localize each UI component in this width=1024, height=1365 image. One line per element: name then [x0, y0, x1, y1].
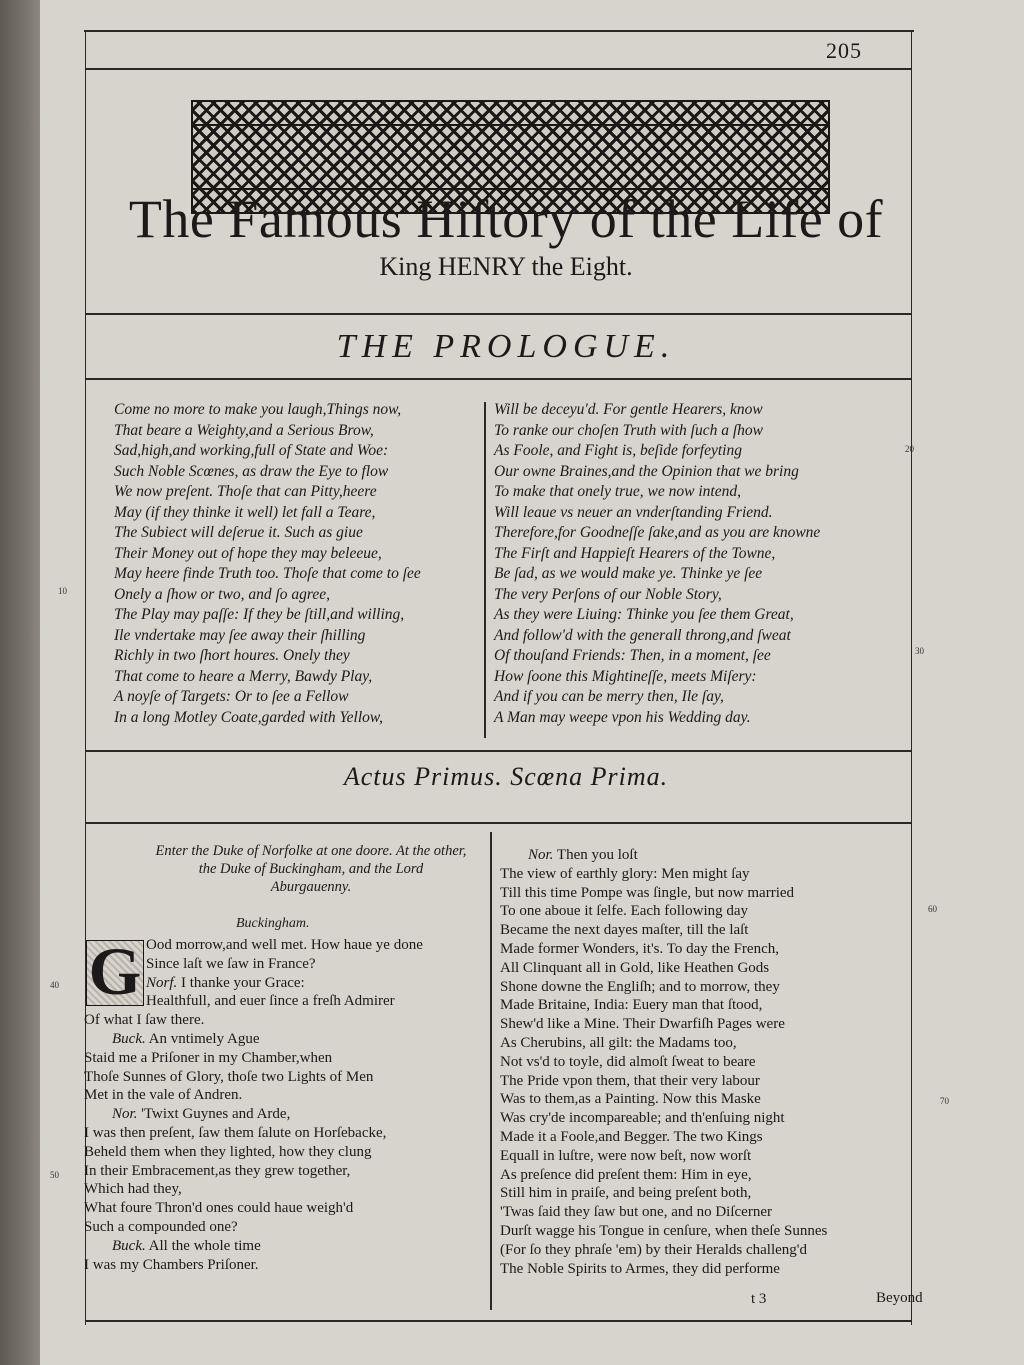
dialogue-text: An vntimely Ague	[148, 1030, 260, 1047]
verse-line: May (if they thinke it well) let fall a Teare,	[114, 503, 376, 521]
verse-line: The Firſt and Happieſt Hearers of the Towne,	[494, 544, 776, 562]
top-rule	[84, 30, 914, 32]
dialogue-line	[84, 1143, 423, 1162]
dialogue-text: Was to them,as a Painting. Now this Maske	[500, 1091, 761, 1108]
margin-line-number: 10	[58, 586, 67, 596]
verse-line: A Man may weepe vpon his Wedding day.	[494, 708, 751, 726]
dialogue-line	[500, 1072, 827, 1091]
prologue-right-column	[494, 400, 820, 728]
dialogue-text: What foure Thron'd ones could haue weigh'd	[84, 1200, 354, 1217]
dialogue-line	[500, 1109, 827, 1128]
dialogue-text: Of what I ſaw there.	[84, 1012, 205, 1029]
verse-line: That come to heare a Merry, Bawdy Play,	[114, 667, 373, 685]
dialogue-text: To one aboue it ſelfe. Each following day	[500, 903, 749, 920]
dialogue-text: All Clinquant all in Gold, like Heathen Gods	[500, 959, 770, 976]
dialogue-line	[500, 1260, 827, 1279]
margin-line-number: 40	[50, 980, 59, 990]
verse-line: Come no more to make you laugh,Things now,	[114, 401, 402, 418]
verse-line: And if you can be merry then, Ile ſay,	[494, 688, 724, 705]
dialogue-line	[84, 1068, 423, 1087]
dialogue-line	[84, 1105, 423, 1124]
verse-line: Will leaue vs neuer an vnderſtanding Friend.	[494, 503, 773, 521]
speaker-prefix: Nor.	[528, 847, 554, 863]
dialogue-line	[500, 865, 827, 884]
dialogue-text: I was then preſent, ſaw them ſalute on Horſebacke,	[84, 1124, 387, 1141]
dialogue-line	[500, 846, 827, 865]
verse-line: The very Perſons of our Noble Story,	[494, 585, 722, 603]
dialogue-line	[500, 1166, 827, 1185]
page-number: 205	[826, 38, 862, 63]
bottom-rule	[86, 1320, 911, 1322]
verse-line: Their Money out of hope they may beleeue,	[114, 544, 382, 562]
dialogue-line	[84, 936, 423, 955]
title-rule	[86, 313, 911, 315]
verse-line: The Subiect will deſerue it. Such as giue	[114, 524, 363, 541]
dialogue-text: Then you loſt	[556, 847, 638, 863]
column-separator	[484, 402, 486, 738]
dialogue-text: I was my Chambers Priſoner.	[84, 1256, 259, 1273]
dialogue-text: 'Twixt Guynes and Arde,	[141, 1106, 291, 1123]
dialogue-line	[500, 1222, 827, 1241]
dialogue-line	[84, 1086, 423, 1105]
dialogue-text: Healthfull, and euer ſince a freſh Admirer	[146, 993, 395, 1010]
dialogue-text: I thanke your Grace:	[181, 974, 305, 991]
stage-direction-line: Aburgauenny.	[270, 879, 352, 895]
prologue-left-column	[114, 400, 421, 728]
catchword: Beyond	[876, 1290, 923, 1306]
dialogue-left-column	[84, 936, 423, 1274]
dialogue-line	[500, 959, 827, 978]
dialogue-line	[500, 1241, 827, 1260]
dialogue-line	[84, 1256, 423, 1275]
dialogue-line	[500, 1128, 827, 1147]
stage-direction-line: the Duke of Buckingham, and the Lord	[198, 861, 424, 877]
dialogue-text: Such a compounded one?	[84, 1218, 238, 1235]
speaker-prefix: Nor.	[112, 1106, 138, 1123]
dialogue-text: Beheld them when they lighted, how they clung	[84, 1143, 372, 1160]
verse-line: We now preſent. Thoſe that can Pitty,heere	[114, 483, 377, 500]
dialogue-text: Ood morrow,and well met. How haue ye done	[146, 937, 423, 953]
dialogue-line	[500, 1203, 827, 1222]
speaker-prefix: Buck.	[112, 1030, 146, 1047]
dialogue-line	[84, 955, 423, 974]
dialogue-text: Not vs'd to toyle, did almoſt ſweat to beare	[500, 1053, 756, 1070]
dialogue-line	[500, 1147, 827, 1166]
dialogue-line	[84, 992, 423, 1011]
dialogue-line	[84, 1030, 423, 1049]
dialogue-text: Thoſe Sunnes of Glory, thoſe two Lights of Men	[84, 1068, 374, 1085]
dialogue-text: Durſt wagge his Tongue in cenſure, when theſe Sunnes	[500, 1222, 828, 1239]
verse-line: That beare a Weighty,and a Serious Brow,	[114, 421, 374, 439]
dialogue-line	[84, 1049, 423, 1068]
dialogue-text: Staid me a Priſoner in my Chamber,when	[84, 1049, 333, 1066]
signature-mark: t 3	[751, 1291, 767, 1307]
play-subtitle: King HENRY the Eight.	[379, 252, 633, 281]
margin-line-number: 50	[50, 1170, 59, 1180]
act-scene-heading: Actus Primus. Scœna Prima.	[343, 762, 669, 791]
margin-line-number: 60	[928, 904, 937, 914]
margin-line-number: 20	[905, 444, 914, 454]
dialogue-line	[500, 884, 827, 903]
verse-line: How ſoone this Mightineſſe, meets Miſery:	[494, 667, 757, 685]
dialogue-text: Equall in luſtre, were now beſt, now worſt	[500, 1147, 752, 1164]
verse-line: Our owne Braines,and the Opinion that we bring	[494, 462, 799, 480]
decorated-initial-g: G	[86, 940, 144, 1006]
dialogue-text: Shone downe the Engliſh; and to morrow, they	[500, 978, 780, 995]
dialogue-text: Made former Wonders, it's. To day the French,	[500, 940, 779, 957]
speaker-prefix: Norf.	[146, 974, 178, 991]
dialogue-text: All the whole time	[148, 1237, 261, 1254]
dialogue-line	[500, 1015, 827, 1034]
dialogue-line	[500, 996, 827, 1015]
dialogue-text: Since laſt we ſaw in France?	[146, 955, 316, 972]
stage-direction	[116, 842, 506, 896]
stage-direction-line: Enter the Duke of Norfolke at one doore. At the other,	[155, 843, 467, 859]
dialogue-text: The view of earthly glory: Men might ſay	[500, 865, 750, 882]
verse-line: Sad,high,and working,full of State and Woe:	[114, 442, 389, 459]
margin-line-number: 30	[915, 646, 924, 656]
dialogue-text: Still him in praiſe, and being preſent both,	[500, 1185, 752, 1202]
dialogue-line	[84, 1218, 423, 1237]
verse-line: As they were Liuing: Thinke you ſee them Great,	[494, 606, 794, 623]
dialogue-text: (For ſo they phraſe 'em) by their Heralds challeng'd	[500, 1241, 807, 1258]
prologue-rule	[86, 378, 911, 380]
verse-line: Of thouſand Friends: Then, in a moment, ſee	[494, 647, 771, 664]
dialogue-line	[500, 1034, 827, 1053]
dialogue-line	[84, 974, 423, 993]
play-title: The Famous Hiſtory of the Life of	[128, 189, 884, 249]
book-page	[40, 0, 1024, 1365]
verse-line: Be ſad, as we would make ye. Thinke ye ſee	[494, 565, 763, 582]
verse-line: Will be deceyu'd. For gentle Hearers, know	[494, 401, 763, 418]
dialogue-line	[84, 1011, 423, 1030]
dialogue-text: Became the next dayes maſter, till the laſt	[500, 922, 749, 939]
speaker-prefix: Buck.	[112, 1237, 146, 1254]
dialogue-line	[500, 902, 827, 921]
verse-line: As Foole, and Fight is, beſide forfeyting	[494, 442, 742, 459]
dialogue-line	[84, 1162, 423, 1181]
dialogue-line	[84, 1180, 423, 1199]
dialogue-line	[500, 1184, 827, 1203]
dialogue-text: The Noble Spirits to Armes, they did performe	[500, 1260, 780, 1277]
verse-line: A noyſe of Targets: Or to ſee a Fellow	[114, 688, 349, 705]
dialogue-text: Was cry'de incompareable; and th'enſuing night	[500, 1110, 785, 1127]
dialogue-text: Till this time Pompe was ſingle, but now married	[500, 884, 795, 901]
dialogue-line	[84, 1237, 423, 1256]
dialogue-line	[84, 1124, 423, 1143]
dialogue-text: Which had they,	[84, 1181, 182, 1198]
dialogue-line	[500, 1090, 827, 1109]
speaker-name: Buckingham.	[236, 916, 310, 931]
dialogue-text: Made it a Foole,and Begger. The two Kings	[500, 1128, 763, 1145]
header-rule	[86, 68, 911, 70]
dialogue-line	[84, 1199, 423, 1218]
dialogue-right-column	[500, 846, 827, 1278]
verse-line: Therefore,for Goodneſſe ſake,and as you are knowne	[494, 524, 821, 541]
verse-line: And follow'd with the generall throng,and ſweat	[494, 626, 791, 644]
verse-line: Such Noble Scœnes, as draw the Eye to flow	[114, 462, 389, 480]
verse-line: Ile vndertake may ſee away their ſhilling	[114, 626, 366, 644]
verse-line: In a long Motley Coate,garded with Yellow,	[114, 708, 383, 726]
dialogue-text: Met in the vale of Andren.	[84, 1087, 243, 1104]
dialogue-text: As Cherubins, all gilt: the Madams too,	[500, 1034, 737, 1051]
dialogue-text: In their Embracement,as they grew together,	[84, 1162, 351, 1179]
dialogue-text: Shew'd like a Mine. Their Dwarfiſh Pages were	[500, 1016, 785, 1033]
dialogue-text: The Pride vpon them, that their very labour	[500, 1072, 760, 1089]
verse-line: To make that onely true, we now intend,	[494, 483, 741, 500]
dialogue-line	[500, 1053, 827, 1072]
verse-line: The Play may paſſe: If they be ſtill,and willing,	[114, 606, 405, 623]
dialogue-text: 'Twas ſaid they ſaw but one, and no Diſcerner	[500, 1204, 772, 1221]
verse-line: To ranke our choſen Truth with ſuch a ſhow	[494, 421, 763, 439]
verse-line: Onely a ſhow or two, and ſo agree,	[114, 585, 330, 603]
dialogue-line	[500, 921, 827, 940]
act-top-rule	[86, 750, 911, 752]
margin-line-number: 70	[940, 1096, 949, 1106]
dialogue-line	[500, 978, 827, 997]
act-bottom-rule	[86, 822, 911, 824]
prologue-heading: THE PROLOGUE.	[336, 328, 676, 365]
dialogue-line	[500, 940, 827, 959]
dialogue-text: Made Britaine, India: Euery man that ſtood,	[500, 997, 763, 1014]
dialogue-text: As preſence did preſent them: Him in eye,	[500, 1166, 752, 1183]
dialogue-column-separator	[490, 832, 492, 1310]
verse-line: May heere finde Truth too. Thoſe that come to ſee	[114, 565, 421, 582]
verse-line: Richly in two ſhort houres. Onely they	[114, 647, 350, 664]
